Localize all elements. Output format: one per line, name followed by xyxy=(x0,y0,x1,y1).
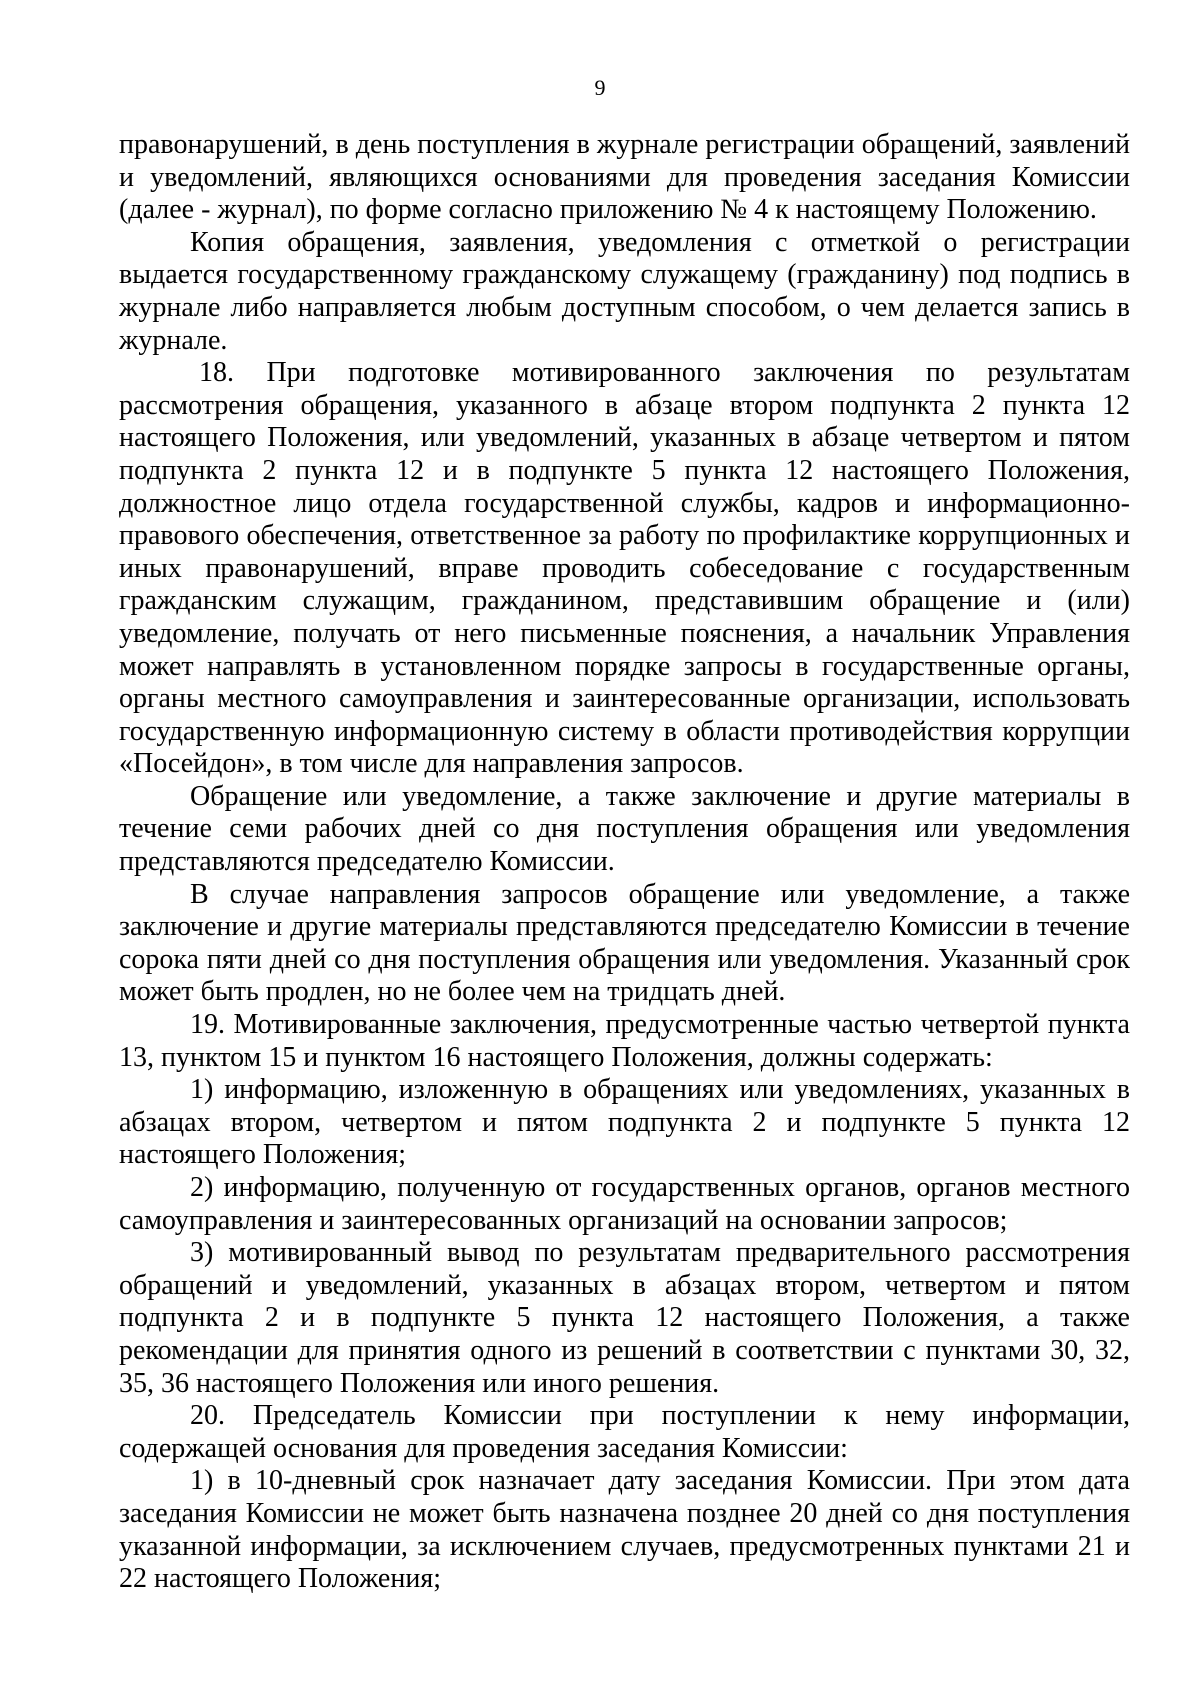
paragraph-submission-to-chair: Обращение или уведомление, а также заключение и другие материалы в течение семи рабочих дней со дня поступления обращения или уведомления представляются председателю Комиссии. xyxy=(119,780,1130,878)
paragraph-requests-deadline: В случае направления запросов обращение или уведомление, а также заключение и другие материалы представляются председателю Комиссии в течение сорока пяти дней со дня поступления обращения или уведомления. Указанный срок может быть продлен, но не более чем на тридцать дней. xyxy=(119,878,1130,1008)
paragraph-item-20-sub-1: 1) в 10-дневный срок назначает дату заседания Комиссии. При этом дата заседания Комиссии не может быть назначена позднее 20 дней со дня поступления указанной информации, за исключением случаев, предусмотренных пунктами 21 и 22 настоящего Положения; xyxy=(119,1465,1130,1595)
paragraph-item-20: 20. Председатель Комиссии при поступлении к нему информации, содержащей основания для проведения заседания Комиссии: xyxy=(119,1400,1130,1464)
page-number: 9 xyxy=(594,75,606,100)
paragraph-item-19-sub-2: 2) информацию, полученную от государственных органов, органов местного самоуправления и заинтересованных организаций на основании запросов; xyxy=(119,1172,1130,1236)
paragraph-item-19-sub-1: 1) информацию, изложенную в обращениях или уведомлениях, указанных в абзацах втором, четвертом и пятом подпункта 2 и подпункте 5 пункта 12 настоящего Положения; xyxy=(119,1074,1130,1171)
paragraph-continuation: правонарушений, в день поступления в журнале регистрации обращений, заявлений и уведомлений, являющихся основаниями для проведения заседания Комиссии (далее - журнал), по форме согласно приложению № 4 к настоящему Положению. xyxy=(119,129,1130,226)
paragraph-item-19: 19. Мотивированные заключения, предусмотренные частью четвертой пункта 13, пунктом 15 и пунктом 16 настоящего Положения, должны содержать: xyxy=(119,1009,1130,1073)
document-body xyxy=(119,129,1130,1596)
paragraph-item-18: 18. При подготовке мотивированного заключения по результатам рассмотрения обращения, указанного в абзаце втором подпункта 2 пункта 12 настоящего Положения, или уведомлений, указанных в абзаце четвертом и пятом подпункта 2 пункта 12 и в подпункте 5 пункта 12 настоящего Положения, должностное лицо отдела государственной службы, кадров и информационно-правового обеспечения, ответственное за работу по профилактике коррупционных и иных правонарушений, вправе проводить собеседование с государственным гражданским служащим, гражданином, представившим обращение и (или) уведомление, получать от него письменные пояснения, а начальник Управления может направлять в установленном порядке запросы в государственные органы, органы местного самоуправления и заинтересованные организации, использовать государственную информационную систему в области противодействия коррупции «Посейдон», в том числе для направления запросов. xyxy=(119,357,1130,780)
paragraph-item-19-sub-3: 3) мотивированный вывод по результатам предварительного рассмотрения обращений и уведомлений, указанных в абзацах втором, четвертом и пятом подпункта 2 и в подпункте 5 пункта 12 настоящего Положения, а также рекомендации для принятия одного из решений в соответствии с пунктами 30, 32, 35, 36 настоящего Положения или иного решения. xyxy=(119,1237,1130,1399)
paragraph-copy-issuance: Копия обращения, заявления, уведомления с отметкой о регистрации выдается государственному гражданскому служащему (гражданину) под подпись в журнале либо направляется любым доступным способом, о чем делается запись в журнале. xyxy=(119,226,1130,356)
